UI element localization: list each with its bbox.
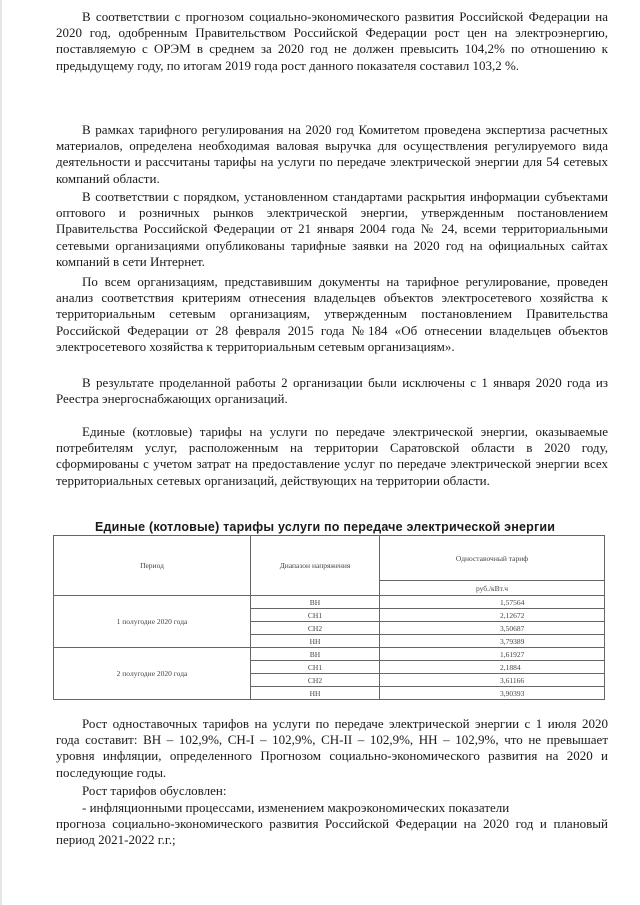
table-header-row — [54, 536, 605, 581]
voltage-level: СН1 — [251, 609, 380, 622]
header-voltage-range: Диапазон напряжения — [251, 536, 380, 596]
list-item-inflation: - инфляционными процессами, изменением макроэкономических показатели — [82, 800, 510, 815]
paragraph-disclosure: В соответствии с порядком, установленном стандартами раскрытия информации субъектами оптового и розничных рынков электрической энергии, утвержденным постановлением Правительства Российской Федерации от 21 января 2004 года № 24, всеми территориальными сетевыми организациями опубликованы тарифные заявки на 2020 год на официальных сайтах компаний в сети Интернет. — [56, 189, 608, 269]
voltage-level: ВН — [251, 648, 380, 661]
paragraph-exclusion: В результате проделанной работы 2 организации были исключены с 1 января 2020 года из Реестра энергоснабжающих организаций. — [56, 375, 608, 407]
paragraph-unified-tariffs: Единые (котловые) тарифы на услуги по передаче электрической энергии, оказываемые потребителям услуг, расположенным на территории Саратовской области в 2020 году, сформированы с учетом затрат на предоставление услуг по передаче электрической энергии всех территориальных сетевых организаций, действующих на территории области. — [56, 424, 608, 488]
header-single-rate-tariff: Одноставочный тариф — [380, 536, 605, 581]
paragraph-causes: Рост тарифов обусловлен: — [82, 783, 227, 798]
tariff-value: 1,57564 — [380, 596, 605, 609]
header-unit: руб./кВт.ч — [380, 581, 605, 596]
table-title: Единые (котловые) тарифы услуги по передаче электрической энергии — [95, 520, 556, 534]
scan-edge — [0, 0, 2, 905]
tariff-value: 1,61927 — [380, 648, 605, 661]
header-period: Период — [54, 536, 251, 596]
tariff-value: 2,12672 — [380, 609, 605, 622]
voltage-level: НН — [251, 635, 380, 648]
tariff-value: 3,79389 — [380, 635, 605, 648]
tariff-value: 3,50687 — [380, 622, 605, 635]
paragraph-forecast: В соответствии с прогнозом социально-экономического развития Российской Федерации на 2020 год, одобренным Правительством Российской Федерации рост цен на электроэнергию, поставляемую с ОРЭМ в среднем за 2020 год не должен превысить 104,2% по отношению к предыдущему году, по итогам 2019 года рост данного показателя составил 103,2 %. — [56, 9, 608, 73]
tariff-value: 2,1884 — [380, 661, 605, 674]
table-row — [54, 596, 605, 609]
tariff-value: 3,90393 — [380, 687, 605, 700]
table-row — [54, 648, 605, 661]
voltage-level: СН1 — [251, 661, 380, 674]
period-label: 2 полугодие 2020 года — [54, 648, 251, 700]
paragraph-analysis: По всем организациям, представившим документы на тарифное регулирование, проведен анализ соответствия критериям отнесения владельцев объектов электросетевого хозяйства к территориальным сетевым организациям, утвержденным постановлением Правительства Российской Федерации от 28 февраля 2015 года №184 «Об отнесении владельцев объектов электросетевого хозяйства к территориальным сетевым организациям». — [56, 274, 608, 354]
paragraph-regulation: В рамках тарифного регулирования на 2020 год Комитетом проведена экспертиза расчетных материалов, определена необходимая валовая выручка для осуществления регулируемого вида деятельности и рассчитаны тарифы на услуги по передаче электрической энергии для 54 сетевых компаний области. — [56, 122, 608, 186]
voltage-level: СН2 — [251, 622, 380, 635]
tariff-value: 3,61166 — [380, 674, 605, 687]
paragraph-growth: Рост одноставочных тарифов на услуги по передаче электрической энергии с 1 июля 2020 года составит: ВН – 102,9%, СН-I – 102,9%, СН-II – 102,9%, НН – 102,9%, что не превышает уровня инфляции, определенного Прогнозом социально-экономического развития на 2020 и последующие годы. — [56, 716, 608, 780]
period-label: 1 полугодие 2020 года — [54, 596, 251, 648]
voltage-level: НН — [251, 687, 380, 700]
list-item-inflation-cont: прогноза социально-экономического развития Российской Федерации на 2020 год и плановый период 2021-2022 г.г.; — [56, 816, 608, 848]
voltage-level: ВН — [251, 596, 380, 609]
tariff-table — [53, 535, 605, 700]
voltage-level: СН2 — [251, 674, 380, 687]
